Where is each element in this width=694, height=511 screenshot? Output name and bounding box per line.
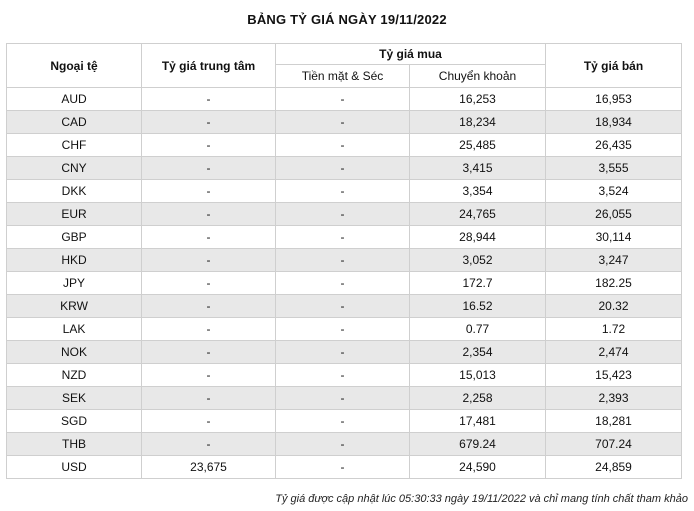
cell-central-rate: - (142, 180, 276, 203)
cell-sell-rate: 16,953 (546, 88, 682, 111)
cell-currency: DKK (7, 180, 142, 203)
cell-sell-rate: 20.32 (546, 295, 682, 318)
cell-sell-rate: 24,859 (546, 456, 682, 479)
cell-sell-rate: 2,393 (546, 387, 682, 410)
table-row (7, 88, 682, 111)
header-sell-rate: Tỷ giá bán (546, 44, 682, 88)
table-row (7, 249, 682, 272)
cell-cash-check: - (276, 157, 410, 180)
cell-cash-check: - (276, 295, 410, 318)
cell-cash-check: - (276, 410, 410, 433)
cell-central-rate: - (142, 318, 276, 341)
cell-currency: NZD (7, 364, 142, 387)
table-body (7, 88, 682, 479)
cell-currency: GBP (7, 226, 142, 249)
table-row (7, 387, 682, 410)
cell-central-rate: 23,675 (142, 456, 276, 479)
cell-central-rate: - (142, 433, 276, 456)
cell-cash-check: - (276, 364, 410, 387)
cell-transfer: 679.24 (410, 433, 546, 456)
cell-sell-rate: 30,114 (546, 226, 682, 249)
cell-central-rate: - (142, 249, 276, 272)
table-row (7, 364, 682, 387)
cell-cash-check: - (276, 203, 410, 226)
cell-transfer: 2,354 (410, 341, 546, 364)
cell-sell-rate: 1.72 (546, 318, 682, 341)
cell-sell-rate: 2,474 (546, 341, 682, 364)
header-cash-check: Tiền mặt & Séc (276, 65, 410, 88)
cell-currency: USD (7, 456, 142, 479)
cell-transfer: 0.77 (410, 318, 546, 341)
cell-transfer: 3,052 (410, 249, 546, 272)
cell-cash-check: - (276, 111, 410, 134)
cell-central-rate: - (142, 134, 276, 157)
cell-currency: AUD (7, 88, 142, 111)
table-row (7, 134, 682, 157)
cell-sell-rate: 707.24 (546, 433, 682, 456)
cell-currency: EUR (7, 203, 142, 226)
cell-central-rate: - (142, 341, 276, 364)
cell-cash-check: - (276, 456, 410, 479)
cell-currency: SGD (7, 410, 142, 433)
cell-central-rate: - (142, 226, 276, 249)
header-transfer: Chuyển khoản (410, 65, 546, 88)
table-row (7, 456, 682, 479)
cell-central-rate: - (142, 410, 276, 433)
cell-cash-check: - (276, 341, 410, 364)
cell-transfer: 25,485 (410, 134, 546, 157)
cell-transfer: 18,234 (410, 111, 546, 134)
table-row (7, 226, 682, 249)
table-header (7, 44, 682, 88)
cell-sell-rate: 18,281 (546, 410, 682, 433)
table-row (7, 203, 682, 226)
cell-transfer: 24,590 (410, 456, 546, 479)
cell-cash-check: - (276, 88, 410, 111)
cell-currency: THB (7, 433, 142, 456)
table-row (7, 433, 682, 456)
cell-cash-check: - (276, 226, 410, 249)
header-currency: Ngoại tệ (7, 44, 142, 88)
cell-transfer: 24,765 (410, 203, 546, 226)
cell-sell-rate: 26,055 (546, 203, 682, 226)
cell-transfer: 2,258 (410, 387, 546, 410)
cell-currency: SEK (7, 387, 142, 410)
page-title: BẢNG TỶ GIÁ NGÀY 19/11/2022 (247, 12, 447, 27)
cell-cash-check: - (276, 272, 410, 295)
update-footnote: Tỷ giá được cập nhật lúc 05:30:33 ngày 19/11/2022 và chỉ mang tính chất tham khảo (275, 493, 688, 505)
cell-currency: JPY (7, 272, 142, 295)
cell-currency: NOK (7, 341, 142, 364)
cell-central-rate: - (142, 88, 276, 111)
header-central-rate: Tỷ giá trung tâm (142, 44, 276, 88)
cell-central-rate: - (142, 111, 276, 134)
cell-cash-check: - (276, 180, 410, 203)
table-row (7, 318, 682, 341)
cell-transfer: 172.7 (410, 272, 546, 295)
cell-central-rate: - (142, 387, 276, 410)
cell-currency: CNY (7, 157, 142, 180)
cell-sell-rate: 182.25 (546, 272, 682, 295)
cell-cash-check: - (276, 387, 410, 410)
cell-transfer: 16,253 (410, 88, 546, 111)
exchange-rate-table (6, 43, 682, 479)
table-row (7, 410, 682, 433)
cell-sell-rate: 3,555 (546, 157, 682, 180)
cell-sell-rate: 15,423 (546, 364, 682, 387)
table-row (7, 180, 682, 203)
cell-cash-check: - (276, 249, 410, 272)
header-buy-rate: Tỷ giá mua (276, 44, 546, 65)
cell-currency: CHF (7, 134, 142, 157)
cell-sell-rate: 18,934 (546, 111, 682, 134)
table-row (7, 341, 682, 364)
cell-central-rate: - (142, 157, 276, 180)
table-row (7, 295, 682, 318)
cell-transfer: 17,481 (410, 410, 546, 433)
cell-central-rate: - (142, 364, 276, 387)
cell-sell-rate: 3,524 (546, 180, 682, 203)
cell-central-rate: - (142, 272, 276, 295)
cell-sell-rate: 3,247 (546, 249, 682, 272)
cell-transfer: 16.52 (410, 295, 546, 318)
cell-currency: CAD (7, 111, 142, 134)
table-row (7, 111, 682, 134)
table-row (7, 157, 682, 180)
cell-currency: KRW (7, 295, 142, 318)
cell-transfer: 3,415 (410, 157, 546, 180)
table-row (7, 272, 682, 295)
cell-currency: HKD (7, 249, 142, 272)
cell-transfer: 3,354 (410, 180, 546, 203)
cell-cash-check: - (276, 134, 410, 157)
cell-cash-check: - (276, 318, 410, 341)
cell-transfer: 15,013 (410, 364, 546, 387)
cell-cash-check: - (276, 433, 410, 456)
cell-sell-rate: 26,435 (546, 134, 682, 157)
cell-transfer: 28,944 (410, 226, 546, 249)
cell-currency: LAK (7, 318, 142, 341)
cell-central-rate: - (142, 203, 276, 226)
cell-central-rate: - (142, 295, 276, 318)
